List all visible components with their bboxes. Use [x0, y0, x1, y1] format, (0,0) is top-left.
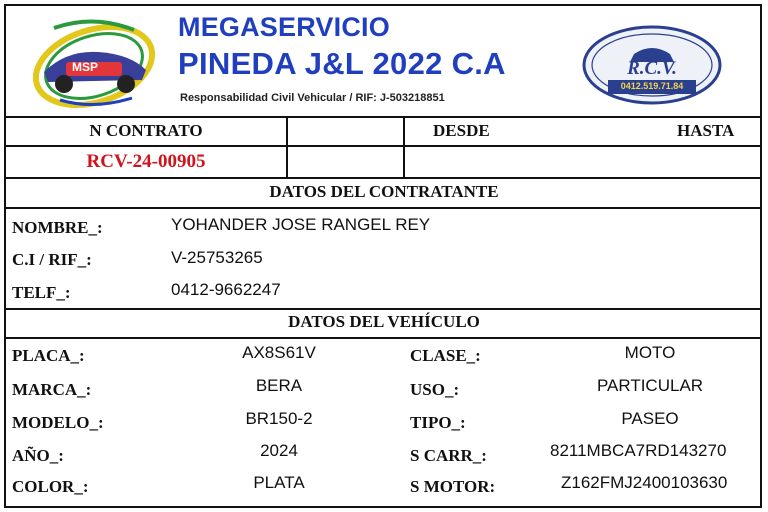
rcv-logo [580, 24, 724, 106]
vehiculo-section-title: DATOS DEL VEHÍCULO [288, 312, 480, 331]
placa-label: PLACA_: [12, 346, 85, 365]
modelo-value: BR150-2 [245, 409, 313, 428]
serial-carroceria-label: S CARR_: [410, 446, 487, 465]
anio-label: AÑO_: [12, 446, 64, 465]
nombre-label: NOMBRE_: [12, 218, 103, 237]
uso-value: PARTICULAR [596, 376, 704, 395]
tipo-value: PASEO [621, 409, 679, 428]
anio-value: 2024 [260, 441, 298, 460]
uso-label: USO_: [410, 380, 460, 399]
telf-label: TELF_: [12, 283, 71, 302]
divider-vehiculo-title [4, 337, 762, 339]
divider-header-bottom [4, 116, 762, 118]
company-name-line2: PINEDA J&L 2022 C.A [178, 46, 506, 81]
divider-contratante-title [4, 207, 762, 209]
color-value: PLATA [253, 473, 305, 492]
divider-col-1 [286, 116, 288, 177]
divider-contratante-bottom [4, 308, 762, 310]
contract-number-header: N CONTRATO [89, 121, 203, 140]
serial-motor-value: Z162FMJ2400103630 [561, 473, 728, 492]
rcv-logo-phone: 0412.519.71.84 [620, 81, 684, 91]
clase-label: CLASE_: [410, 346, 481, 365]
contratante-section-title: DATOS DEL CONTRATANTE [269, 182, 499, 201]
serial-motor-label: S MOTOR: [410, 477, 496, 496]
msp-logo-text: MSP [72, 60, 99, 74]
msp-logo [14, 10, 174, 110]
company-name-line1: MEGASERVICIO [178, 12, 390, 42]
divider-col-2 [403, 116, 405, 177]
ci-rif-label: C.I / RIF_: [12, 250, 92, 269]
placa-value: AX8S61V [242, 343, 316, 362]
hasta-header: HASTA [677, 121, 735, 140]
contract-number-value: RCV-24-00905 [86, 151, 206, 172]
desde-header: DESDE [433, 121, 490, 140]
divider-contract-values [4, 177, 762, 179]
rcv-logo-text: R.C.V. [627, 58, 677, 79]
serial-carroceria-value: 8211MBCA7RD143270 [550, 441, 727, 460]
tipo-label: TIPO_: [410, 413, 466, 432]
telf-value: 0412-9662247 [171, 280, 281, 299]
nombre-value: YOHANDER JOSE RANGEL REY [171, 215, 431, 234]
company-subtitle: Responsabilidad Civil Vehicular / RIF: J-503218851 [180, 92, 445, 104]
color-label: COLOR_: [12, 477, 89, 496]
modelo-label: MODELO_: [12, 413, 104, 432]
ci-rif-value: V-25753265 [171, 248, 263, 267]
marca-label: MARCA_: [12, 380, 92, 399]
divider-contract-header [4, 145, 762, 147]
marca-value: BERA [255, 376, 303, 395]
clase-value: MOTO [624, 343, 676, 362]
